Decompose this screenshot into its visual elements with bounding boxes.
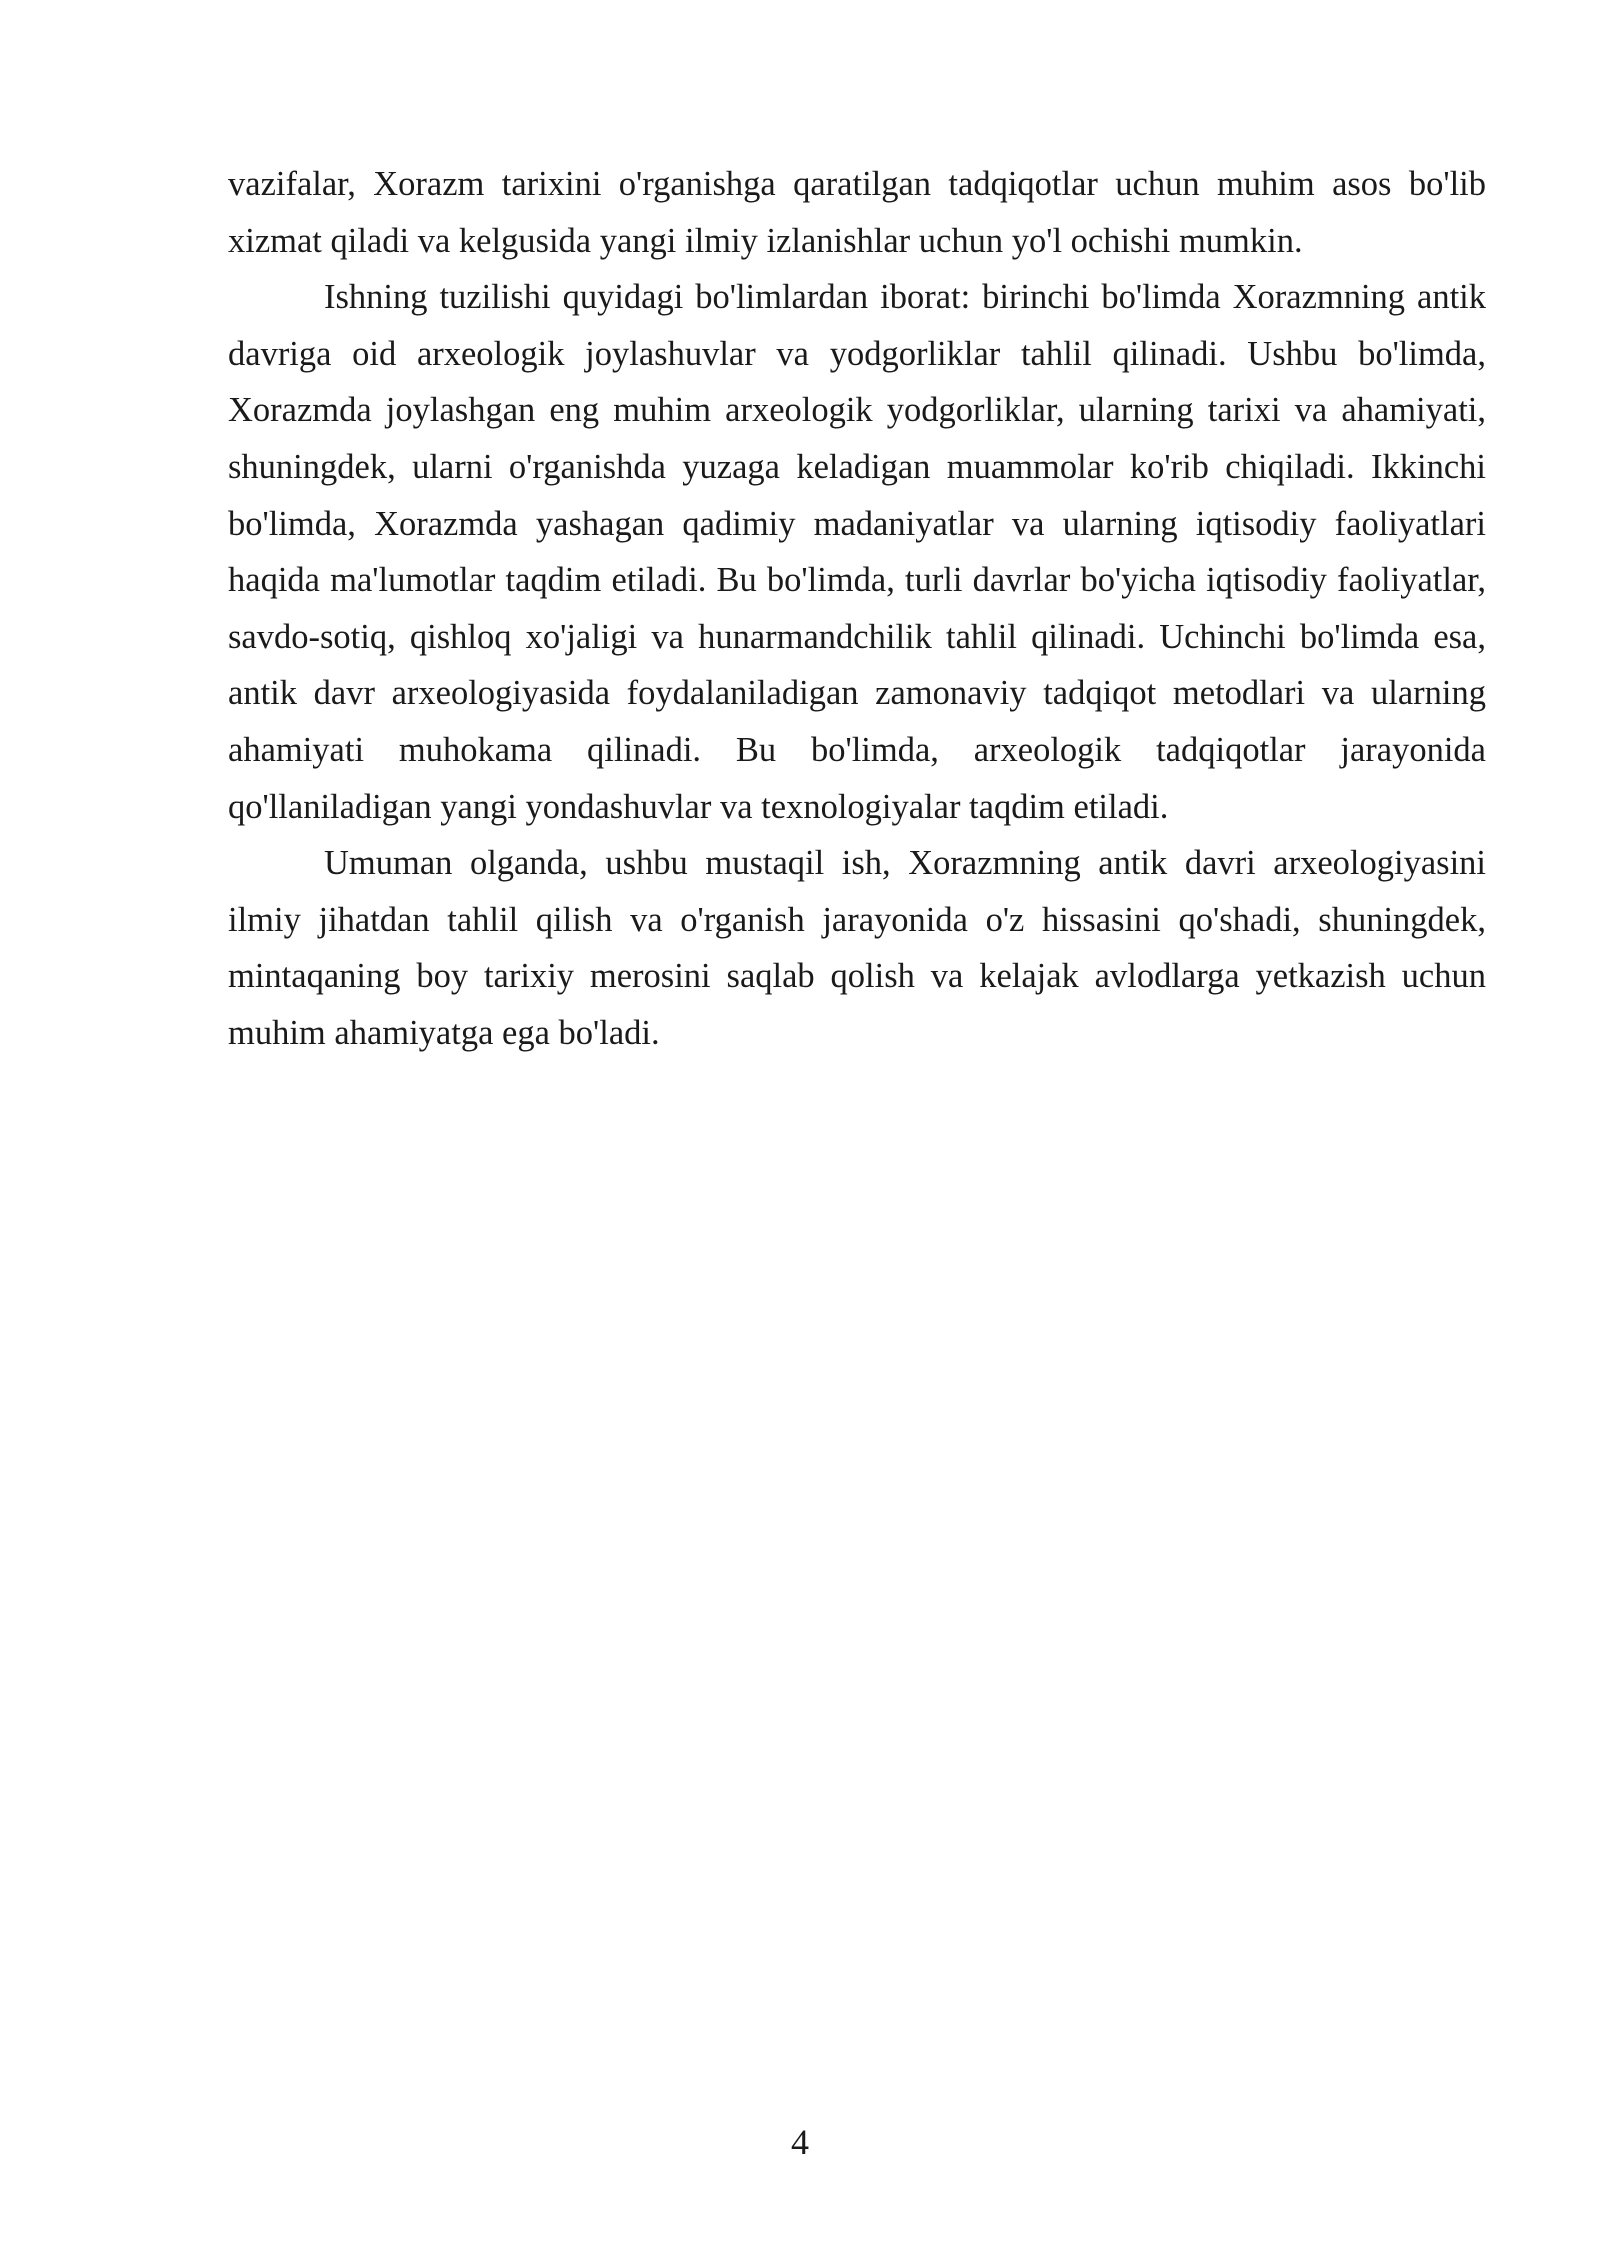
paragraph-structure: Ishning tuzilishi quyidagi bo'limlardan iborat: birinchi bo'limda Xorazmning antik davriga oid arxeologik joylashuvlar va yodgorliklar tahlil qilinadi. Ushbu bo'limda, Xorazmda joylashgan eng muhim arxeologik yodgorliklar, ularning tarixi va ahamiyati, shuningdek, ularni o'rganishda yuzaga keladigan muammolar ko'rib chiqiladi. Ikkinchi bo'limda, Xorazmda yashagan qadimiy madaniyatlar va ularning iqtisodiy faoliyatlari haqida ma'lumotlar taqdim etiladi. Bu bo'limda, turli davrlar bo'yicha iqtisodiy faoliyatlar, savdo-sotiq, qishloq xo'jaligi va hunarmandchilik tahlil qilinadi. Uchinchi bo'limda esa, antik davr arxeologiyasida foydalaniladigan zamonaviy tadqiqot metodlari va ularning ahamiyati muhokama qilinadi. Bu bo'limda, arxeologik tadqiqotlar jarayonida qo'llaniladigan yangi yondashuvlar va texnologiyalar taqdim etiladi. xyxy=(228,278,1486,826)
paragraph-continuation: vazifalar, Xorazm tarixini o'rganishga qaratilgan tadqiqotlar uchun muhim asos bo'lib xizmat qiladi va kelgusida yangi ilmiy izlanishlar uchun yo'l ochishi mumkin. xyxy=(228,165,1486,260)
page-number: 4 xyxy=(791,2122,809,2162)
paragraph-conclusion: Umuman olganda, ushbu mustaqil ish, Xorazmning antik davri arxeologiyasini ilmiy jihatdan tahlil qilish va o'rganish jarayonida o'z hissasini qo'shadi, shuningdek, mintaqaning boy tarixiy merosini saqlab qolish va kelajak avlodlarga yetkazish uchun muhim ahamiyatga ega bo'ladi. xyxy=(228,844,1486,1052)
page-body xyxy=(228,156,1486,1062)
